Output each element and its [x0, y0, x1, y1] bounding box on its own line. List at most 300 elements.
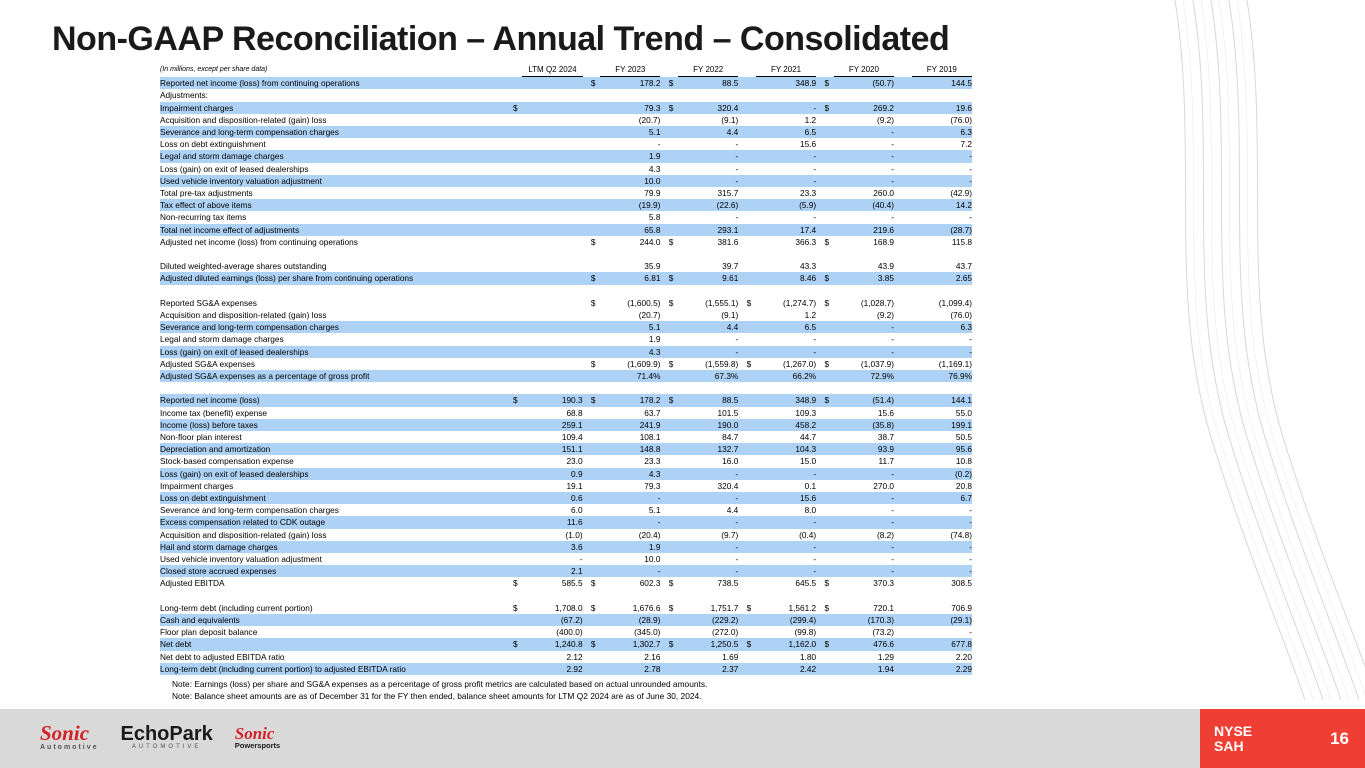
currency-symbol — [824, 187, 833, 199]
table-row — [160, 541, 972, 553]
page-title: Non-GAAP Reconciliation – Annual Trend – Consolidated — [52, 20, 950, 58]
cell-value: - — [834, 516, 894, 528]
cell-value: 190.3 — [522, 394, 582, 406]
cell-value — [522, 590, 582, 602]
table-row — [160, 516, 972, 528]
logo-group — [40, 720, 280, 754]
currency-symbol — [747, 150, 756, 162]
cell-value — [912, 590, 972, 602]
currency-symbol — [824, 89, 833, 101]
currency-symbol — [747, 272, 756, 284]
cell-value: (19.9) — [600, 199, 660, 211]
currency-symbol: $ — [668, 578, 674, 589]
cell-value: 199.1 — [912, 419, 972, 431]
row-label: Acquisition and disposition-related (gain) loss — [160, 529, 327, 540]
currency-symbol — [824, 590, 833, 602]
table-row — [160, 443, 972, 455]
currency-symbol: $ — [824, 77, 833, 90]
currency-symbol — [513, 553, 522, 565]
cell-value: 11.7 — [878, 456, 895, 467]
table-row — [160, 651, 972, 663]
currency-symbol — [747, 590, 756, 602]
table-row — [160, 260, 972, 272]
row-label: Adjusted net income (loss) from continuing operations — [160, 236, 358, 247]
page-number: 16 — [1330, 728, 1349, 748]
cell-value: - — [678, 346, 738, 358]
cell-value: - — [834, 346, 894, 358]
footnote-2: Note: Balance sheet amounts are as of December 31 for the FY then ended, balance sheet amounts for LTM Q2 2024 are as of June 30, 2024. — [172, 691, 702, 701]
currency-symbol — [902, 565, 911, 577]
currency-symbol — [513, 333, 522, 345]
cell-value: - — [969, 163, 972, 174]
currency-symbol — [902, 150, 911, 162]
cell-value — [678, 382, 738, 394]
cell-value — [522, 199, 582, 211]
cell-value — [834, 382, 894, 394]
currency-symbol: $ — [746, 602, 752, 613]
cell-value: - — [600, 516, 660, 528]
cell-value — [522, 346, 582, 358]
cell-value: 4.4 — [678, 126, 738, 138]
cell-value: 6.5 — [756, 321, 816, 333]
currency-symbol — [669, 248, 678, 260]
cell-value: 11.6 — [522, 516, 582, 528]
row-label: Adjustments: — [160, 90, 208, 101]
cell-value: 308.5 — [951, 578, 972, 589]
cell-value: 148.8 — [600, 443, 660, 455]
currency-symbol — [669, 455, 678, 467]
table-row — [160, 504, 972, 516]
currency-symbol — [513, 175, 522, 187]
cell-value: 1.2 — [804, 310, 817, 321]
table-row — [160, 236, 972, 248]
currency-symbol — [513, 492, 522, 504]
currency-symbol — [591, 211, 600, 223]
cell-value: - — [678, 175, 738, 187]
cell-value: 1.69 — [722, 651, 739, 662]
currency-symbol — [747, 382, 756, 394]
currency-symbol — [591, 468, 600, 480]
cell-value: 108.1 — [639, 432, 661, 443]
currency-symbol — [513, 248, 522, 260]
cell-value: 16.0 — [722, 456, 739, 467]
row-label: Floor plan deposit balance — [160, 627, 258, 638]
cell-value: 43.3 — [800, 261, 817, 272]
currency-symbol — [824, 382, 833, 394]
cell-value — [522, 370, 582, 382]
currency-symbol — [591, 175, 600, 187]
cell-value: - — [891, 505, 895, 516]
currency-symbol — [591, 150, 600, 162]
row-label: Legal and storm damage charges — [160, 334, 284, 345]
currency-symbol — [747, 626, 756, 638]
currency-symbol — [902, 260, 911, 272]
currency-symbol: $ — [591, 77, 600, 90]
cell-value: 260.0 — [873, 188, 895, 199]
table-row — [160, 333, 972, 345]
currency-symbol — [747, 394, 756, 406]
table-row — [160, 89, 972, 101]
footnote-1: Note: Earnings (loss) per share and SG&A expenses as a percentage of gross profit metrics are calculated based on actual unrounded amounts. — [172, 679, 708, 689]
cell-value: 1.2 — [804, 114, 817, 125]
currency-symbol — [669, 285, 678, 297]
cell-value: 2.92 — [522, 663, 582, 675]
cell-value: - — [912, 175, 972, 187]
row-label: Loss on debt extinguishment — [160, 492, 513, 504]
currency-symbol — [669, 504, 678, 516]
row-label: Adjusted diluted earnings (loss) per share from continuing operations — [160, 272, 513, 284]
cell-value: 476.6 — [834, 638, 894, 650]
cell-value: 39.7 — [722, 261, 739, 272]
cell-value: - — [678, 516, 738, 528]
currency-symbol — [902, 321, 911, 333]
row-label: Excess compensation related to CDK outage — [160, 516, 513, 528]
currency-symbol: $ — [824, 602, 830, 613]
table-row — [160, 187, 972, 199]
cell-value: 1.29 — [877, 651, 895, 662]
currency-symbol — [669, 114, 678, 126]
currency-symbol — [824, 248, 833, 260]
currency-symbol — [513, 407, 522, 419]
cell-value — [522, 187, 582, 199]
currency-symbol — [824, 163, 833, 175]
currency-symbol — [513, 480, 522, 492]
currency-symbol: $ — [668, 236, 674, 247]
currency-symbol — [902, 626, 911, 638]
cell-value: 104.3 — [756, 443, 816, 455]
cell-value — [522, 333, 582, 345]
cell-value: 23.3 — [800, 188, 817, 199]
table-row — [160, 407, 972, 419]
currency-symbol: $ — [746, 358, 752, 369]
currency-symbol — [513, 260, 522, 272]
table-row — [160, 272, 972, 284]
cell-value: 10.8 — [955, 456, 972, 467]
cell-value: 6.81 — [600, 272, 660, 284]
cell-value: - — [834, 150, 894, 162]
table-row — [160, 309, 972, 321]
table-header-row — [160, 64, 972, 77]
currency-symbol — [513, 443, 522, 455]
cell-value: 19.6 — [912, 102, 972, 114]
currency-symbol — [747, 565, 756, 577]
currency-symbol — [824, 480, 833, 492]
cell-value: 219.6 — [834, 224, 894, 236]
currency-symbol — [902, 211, 911, 223]
cell-value: - — [735, 554, 739, 565]
cell-value: 366.3 — [795, 236, 817, 247]
currency-symbol — [747, 126, 756, 138]
currency-symbol — [747, 187, 756, 199]
row-label: Severance and long-term compensation charges — [160, 126, 513, 138]
cell-value: 5.1 — [600, 321, 660, 333]
cell-value: 2.12 — [566, 651, 583, 662]
cell-value: 1.9 — [600, 150, 660, 162]
cell-value — [522, 321, 582, 333]
currency-symbol — [669, 431, 678, 443]
table-spacer-row — [160, 590, 972, 602]
cell-value: 66.2% — [756, 370, 816, 382]
currency-symbol — [513, 199, 522, 211]
table-spacer-row — [160, 382, 972, 394]
currency-symbol — [669, 480, 678, 492]
cell-value — [678, 285, 738, 297]
cell-value: 88.5 — [678, 394, 738, 406]
cell-value: (20.7) — [638, 114, 661, 125]
row-label: Stock-based compensation expense — [160, 456, 294, 467]
cell-value: (1,609.9) — [627, 358, 661, 369]
currency-symbol — [747, 89, 756, 101]
currency-symbol — [513, 382, 522, 394]
currency-symbol — [902, 199, 911, 211]
cell-value: 95.6 — [912, 443, 972, 455]
row-label: Loss on debt extinguishment — [160, 139, 266, 150]
currency-symbol — [747, 443, 756, 455]
table-row — [160, 468, 972, 480]
cell-value: 381.6 — [717, 236, 739, 247]
cell-value: - — [600, 565, 660, 577]
currency-symbol — [591, 590, 600, 602]
currency-symbol — [669, 407, 678, 419]
currency-symbol — [902, 382, 911, 394]
cell-value: (1,600.5) — [627, 297, 661, 308]
currency-symbol — [591, 529, 600, 541]
row-label: Acquisition and disposition-related (gain) loss — [160, 114, 327, 125]
cell-value: - — [912, 516, 972, 528]
row-label: Adjusted SG&A expenses — [160, 358, 256, 369]
cell-value: (229.2) — [678, 614, 738, 626]
cell-value: - — [735, 334, 739, 345]
row-label: Loss (gain) on exit of leased dealerships — [160, 163, 309, 174]
currency-symbol — [824, 321, 833, 333]
cell-value: 5.1 — [600, 126, 660, 138]
cell-value: (170.3) — [834, 614, 894, 626]
cell-value: 15.6 — [756, 492, 816, 504]
cell-value: - — [969, 554, 972, 565]
row-label: Severance and long-term compensation charges — [160, 505, 339, 516]
table-spacer-row — [160, 285, 972, 297]
currency-symbol — [902, 248, 911, 260]
cell-value: - — [657, 139, 661, 150]
currency-symbol: $ — [591, 638, 600, 650]
cell-value: 1.9 — [600, 541, 660, 553]
currency-symbol: $ — [590, 602, 596, 613]
currency-symbol — [747, 577, 756, 589]
table-row — [160, 199, 972, 211]
currency-symbol — [747, 492, 756, 504]
currency-symbol — [902, 297, 911, 309]
cell-value: - — [756, 102, 816, 114]
currency-symbol — [902, 468, 911, 480]
currency-symbol: $ — [591, 272, 600, 284]
cell-value: 9.61 — [678, 272, 738, 284]
currency-symbol — [513, 114, 522, 126]
table-row — [160, 565, 972, 577]
cell-value — [522, 285, 582, 297]
cell-value: 190.0 — [678, 419, 738, 431]
cell-value: 2.42 — [756, 663, 816, 675]
cell-value: 168.9 — [873, 236, 895, 247]
currency-symbol — [591, 480, 600, 492]
cell-value: 8.0 — [804, 505, 817, 516]
currency-symbol — [747, 370, 756, 382]
table-row — [160, 150, 972, 162]
cell-value — [600, 590, 660, 602]
currency-symbol — [669, 150, 678, 162]
row-label: Closed store accrued expenses — [160, 565, 513, 577]
currency-symbol: $ — [746, 297, 752, 308]
cell-value: 645.5 — [795, 578, 817, 589]
cell-value: - — [813, 554, 817, 565]
currency-symbol — [669, 541, 678, 553]
currency-symbol — [669, 529, 678, 541]
currency-symbol — [513, 346, 522, 358]
footer-bar — [0, 709, 1365, 768]
cell-value: 65.8 — [600, 224, 660, 236]
table-row — [160, 553, 972, 565]
currency-symbol — [669, 346, 678, 358]
cell-value: - — [678, 468, 738, 480]
cell-value: 38.7 — [877, 432, 895, 443]
cell-value: 43.9 — [877, 261, 895, 272]
currency-symbol — [902, 529, 911, 541]
currency-symbol — [591, 443, 600, 455]
cell-value: 6.5 — [756, 126, 816, 138]
currency-symbol — [591, 553, 600, 565]
cell-value: (9.2) — [876, 310, 895, 321]
currency-symbol — [824, 419, 833, 431]
currency-symbol — [902, 346, 911, 358]
row-label: Depreciation and amortization — [160, 443, 513, 455]
cell-value: - — [969, 627, 972, 638]
cell-value: 132.7 — [678, 443, 738, 455]
column-header: FY 2020 — [834, 64, 894, 77]
cell-value — [522, 114, 582, 126]
currency-symbol — [747, 211, 756, 223]
cell-value: - — [600, 492, 660, 504]
currency-symbol — [513, 309, 522, 321]
currency-symbol — [669, 614, 678, 626]
currency-symbol — [513, 541, 522, 553]
row-label: Non-floor plan interest — [160, 432, 242, 443]
currency-symbol: $ — [591, 394, 600, 406]
column-header: FY 2023 — [600, 64, 660, 77]
currency-symbol — [824, 455, 833, 467]
currency-symbol — [591, 138, 600, 150]
cell-value: 348.9 — [756, 394, 816, 406]
cell-value: 71.4% — [600, 370, 660, 382]
currency-symbol — [824, 468, 833, 480]
cell-value: 2.20 — [955, 651, 972, 662]
currency-symbol: $ — [824, 236, 830, 247]
currency-symbol — [824, 211, 833, 223]
cell-value: 109.4 — [561, 432, 583, 443]
table-row — [160, 663, 972, 675]
currency-symbol — [747, 163, 756, 175]
currency-symbol — [824, 541, 833, 553]
currency-symbol — [591, 492, 600, 504]
cell-value: - — [912, 150, 972, 162]
row-label: Impairment charges — [160, 102, 513, 114]
cell-value — [912, 285, 972, 297]
row-label: Cash and equivalents — [160, 614, 513, 626]
currency-symbol: $ — [513, 102, 522, 114]
currency-symbol — [747, 455, 756, 467]
currency-symbol — [747, 285, 756, 297]
ticker-symbol-block — [1200, 724, 1330, 754]
cell-value: (9.1) — [721, 114, 739, 125]
cell-value: - — [969, 505, 972, 516]
currency-symbol — [513, 370, 522, 382]
currency-symbol — [902, 187, 911, 199]
currency-symbol — [902, 272, 911, 284]
cell-value — [522, 358, 582, 370]
currency-symbol — [824, 529, 833, 541]
cell-value: - — [891, 554, 895, 565]
currency-symbol — [591, 260, 600, 272]
cell-value: (67.2) — [522, 614, 582, 626]
currency-symbol — [747, 224, 756, 236]
row-label: Non-recurring tax items — [160, 212, 247, 223]
currency-symbol — [513, 431, 522, 443]
cell-value: - — [678, 565, 738, 577]
cell-value: 348.9 — [756, 77, 816, 90]
currency-symbol — [902, 504, 911, 516]
cell-value: - — [891, 212, 895, 223]
table-row — [160, 614, 972, 626]
row-label: Reported net income (loss) from continuing operations — [160, 77, 513, 90]
cell-value: 320.4 — [717, 480, 739, 491]
table-row — [160, 529, 972, 541]
currency-symbol: $ — [824, 394, 833, 406]
cell-value: 144.1 — [912, 394, 972, 406]
currency-symbol — [902, 590, 911, 602]
cell-value: 1,250.5 — [678, 638, 738, 650]
table-row — [160, 163, 972, 175]
row-label: Loss (gain) on exit of leased dealerships — [160, 468, 513, 480]
currency-symbol — [824, 175, 833, 187]
currency-symbol — [591, 114, 600, 126]
cell-value: 4.4 — [678, 321, 738, 333]
currency-symbol — [747, 480, 756, 492]
currency-symbol — [902, 516, 911, 528]
currency-symbol — [902, 224, 911, 236]
currency-symbol — [513, 626, 522, 638]
row-label — [160, 382, 513, 394]
currency-symbol — [824, 614, 833, 626]
cell-value: - — [735, 139, 739, 150]
table-row — [160, 114, 972, 126]
currency-symbol — [824, 565, 833, 577]
cell-value: (76.0) — [950, 114, 972, 125]
currency-symbol — [824, 407, 833, 419]
powersports-logo-text: Sonic — [234, 723, 275, 743]
cell-value: 6.3 — [912, 321, 972, 333]
cell-value: 6.7 — [912, 492, 972, 504]
currency-symbol — [669, 590, 678, 602]
currency-symbol — [669, 260, 678, 272]
cell-value: 1,751.7 — [710, 602, 739, 613]
cell-value: 79.9 — [644, 188, 661, 199]
currency-symbol — [591, 285, 600, 297]
cell-value: - — [678, 492, 738, 504]
cell-value: (76.0) — [950, 310, 972, 321]
row-label: Reported net income (loss) — [160, 394, 513, 406]
cell-value: (1,274.7) — [782, 297, 817, 308]
currency-symbol — [824, 492, 833, 504]
currency-symbol — [902, 102, 911, 114]
cell-value: 144.5 — [912, 77, 972, 90]
